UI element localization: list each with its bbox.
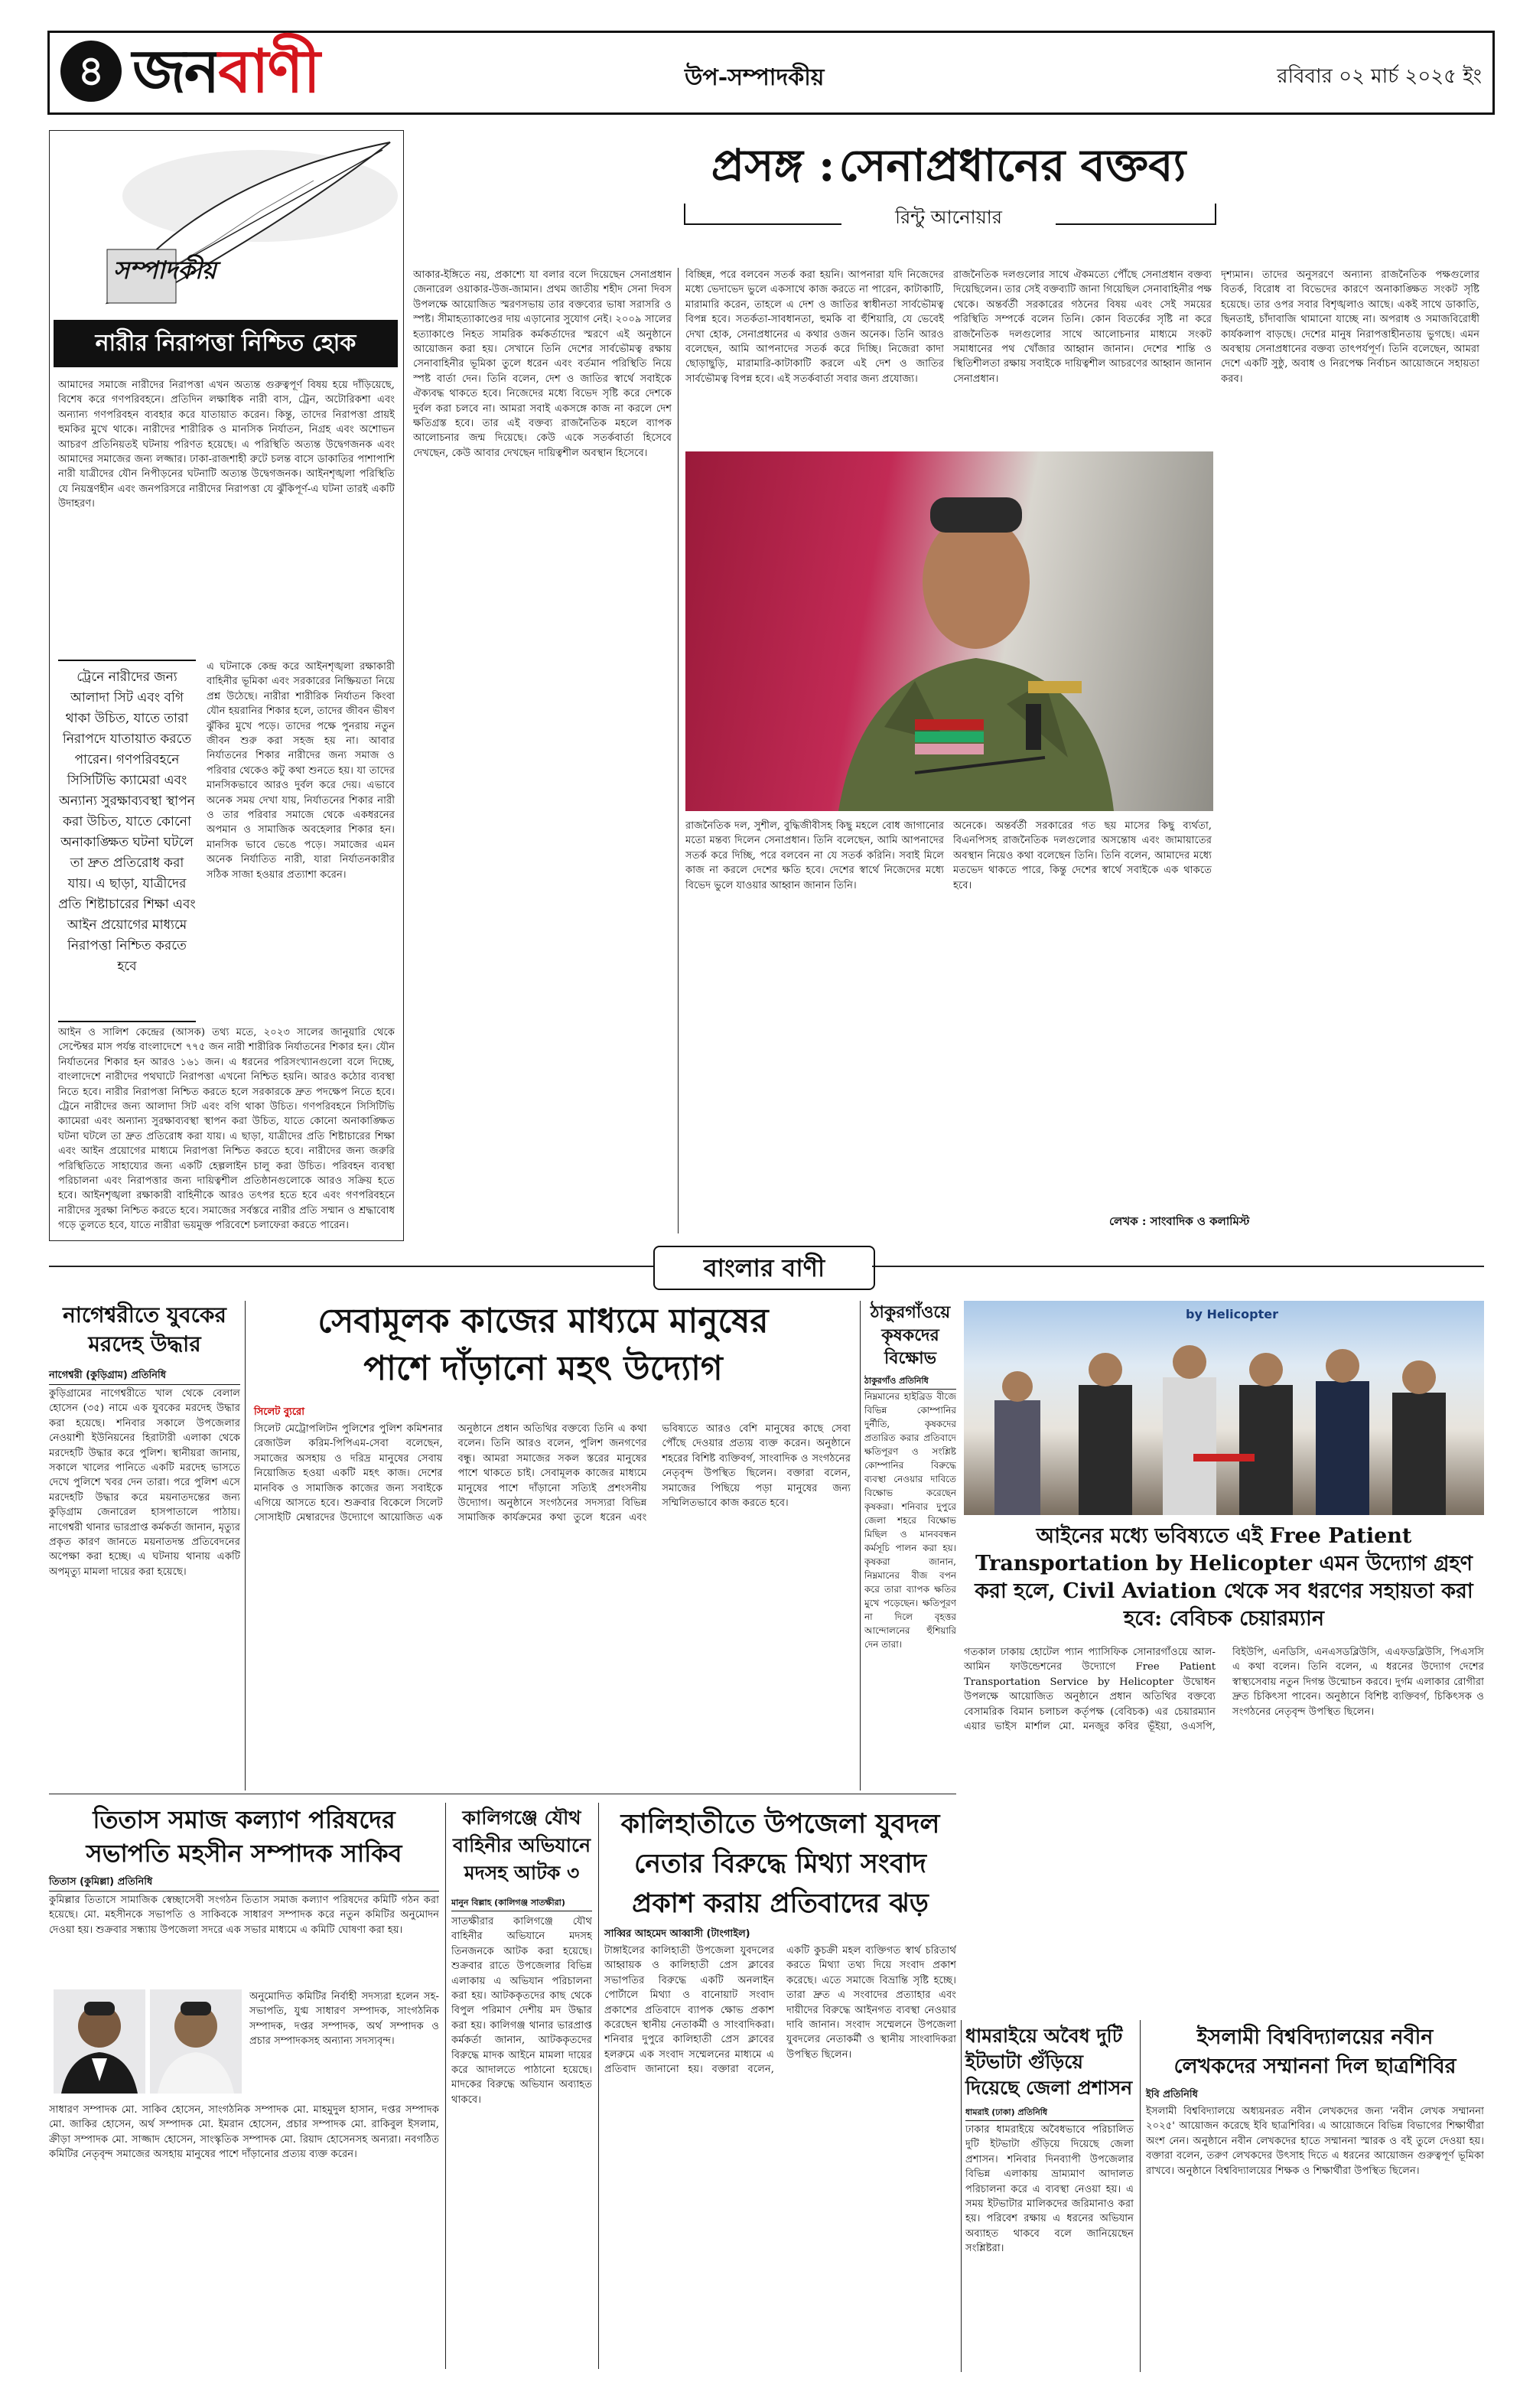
divider xyxy=(598,1803,599,2369)
story-sylhet-title-2: পাশে দাঁড়ানো মহৎ উদ্যোগ xyxy=(363,1349,723,1388)
editorial-body-top: আমাদের সমাজে নারীদের নিরাপত্তা এখন অত্যন্ত গুরুত্বপূর্ণ বিষয় হয়ে দাঁড়িয়েছে, বিশেষ করে গণপরিবহনে। প্রতিদিন লক্ষাধিক নারী বাস, ট্রেন, অটোরিকশা এবং অন্যান্য গণপরিবহন ব্যবহার করে যাতায়াত করেন। কিন্তু, তাদের নিরাপত্তা প্রায়ই হুমকির মুখে থাকে। নারীদের শারীরিক ও মানসিক নির্যাতন, নিগ্রহ এবং অশোভন আচরণ প্রতিনিয়তই ঘটনায় পরিণত হয়েছে। এ পরিস্থিতি অত্যন্ত উদ্বেগজনক এবং আমাদের সমাজের জন্য লজ্জার। ঢাকা-রাজশাহী রুটে চলন্ত বাসে ডাকাতির পাশাপাশি নারী যাত্রীদের যৌন নিপীড়নের ঘটনাটি অত্যন্ত উদ্বেগজনক। আইনশৃঙ্খলা পরিস্থিতি যে নিয়ন্ত্রণহীন এবং জনপরিসরে নারীদের নিরাপত্তা যে ঝুঁকিপূর্ণ-এ ঘটনা তারই একটি উদাহরণ। xyxy=(58,380,395,510)
editorial-title: নারীর নিরাপত্তা নিশ্চিত হোক xyxy=(54,320,398,367)
story-sylhet-body: সিলেট মেট্রোপলিটন পুলিশের পুলিশ কমিশনার রেজাউল করিম-পিপিএম-সেবা বলেছেন, সমাজের অসহায় ও দরিদ্র মানুষের সেবায় নিয়োজিত হওয়া একটি মহৎ কাজ। দেশের মানবিক ও সামাজিক কাজের জন্য সবাইকে এগিয়ে আসতে হবে। শুক্রবার বিকেলে সিলেট সোসাইটি মেম্বারদের উদ্যোগে আয়োজিত এক অনুষ্ঠানে প্রধান অতিথির বক্তব্যে তিনি এ কথা বলেন। তিনি আরও বলেন, পুলিশ জনগণের বন্ধু। আমরা সমাজের সকল স্তরের মানুষের পাশে থাকতে চাই। সেবামূলক কাজের মাধ্যমে মানুষের পাশে দাঁড়ানো সত্যিই প্রশংসনীয় উদ্যোগ। অনুষ্ঠানে সংগঠনের সদস্যরা বিভিন্ন সামাজিক কার্যক্রমের কথা তুলে ধরেন এবং ভবিষ্যতে আরও বেশি মানুষের কাছে সেবা পৌঁছে দেওয়ার প্রত্যয় ব্যক্ত করেন। অনুষ্ঠানে শহরের বিশিষ্ট ব্যক্তিবর্গ, সাংবাদিক ও সংগঠনের নেতৃবৃন্দ উপস্থিত ছিলেন। বক্তারা বলেন, সমাজের পিছিয়ে পড়া মানুষের জন্য সম্মিলিতভাবে কাজ করতে হবে। xyxy=(254,1423,851,1524)
story-kalihati-body: টাঙ্গাইলের কালিহাতী উপজেলা যুবদলের আহ্বায়ক ও কালিহাতী প্রেস ক্লাবের সভাপতির বিরুদ্ধে একটি অনলাইন পোর্টালে মিথ্যা ও বানোয়াট সংবাদ প্রকাশের প্রতিবাদে ব্যাপক ক্ষোভ প্রকাশ করেছেন স্থানীয় নেতাকর্মী ও সাংবাদিকরা। শনিবার দুপুরে কালিহাতী প্রেস ক্লাবের হলরুমে এক সংবাদ সম্মেলনের মাধ্যমে এ প্রতিবাদ জানানো হয়। বক্তারা বলেন, একটি কুচক্রী মহল ব্যক্তিগত স্বার্থ চরিতার্থ করতে মিথ্যা তথ্য দিয়ে সংবাদ প্রকাশ করেছে। এতে সমাজে বিভ্রান্তি সৃষ্টি হচ্ছে। তারা দ্রুত এ সংবাদের প্রত্যাহার এবং দায়ীদের বিরুদ্ধে আইনগত ব্যবস্থা নেওয়ার দাবি জানান। সংবাদ সম্মেলনে উপজেলা যুবদলের নেতাকর্মী ও স্থানীয় সাংবাদিকরা উপস্থিত ছিলেন। xyxy=(604,1945,956,2076)
logo-part1: জন xyxy=(132,37,219,106)
page-number-text: ৪ xyxy=(77,47,105,95)
story-ibi-title-1: ইসলামী বিশ্ববিদ্যালয়ের নবীন xyxy=(1196,2025,1434,2049)
story-ibi-body: ইসলামী বিশ্ববিদ্যালয়ে অধ্যয়নরত নবীন লেখকদের জন্য 'নবীন লেখক সম্মাননা ২০২৫' আয়োজন করেছে ইবি ছাত্রশিবির। এ আয়োজনে বিভিন্ন বিভাগের শিক্ষার্থীরা অংশ নেন। অনুষ্ঠানে নবীন লেখকদের হাতে সম্মাননা স্মারক ও বই তুলে দেওয়া হয়। বক্তারা বলেন, তরুণ লেখকদের উৎসাহ দিতে এ ধরনের আয়োজন গুরুত্বপূর্ণ ভূমিকা রাখবে। অনুষ্ঠানে বিশ্ববিদ্যালয়ের শিক্ষক ও শিক্ষার্থীরা উপস্থিত ছিলেন। xyxy=(1146,2106,1484,2177)
story-thakurgaon-body: নিম্নমানের হাইব্রিড বীজে বিভিন্ন কোম্পানির দুর্নীতি, কৃষকদের প্রতারিত করার প্রতিবাদে ক্ষতিপূরণ ও সংশ্লিষ্ট কোম্পানির বিরুদ্ধে ব্যবস্থা নেওয়ার দাবিতে বিক্ষোভ করেছেন কৃষকরা। শনিবার দুপুরে জেলা শহরে বিক্ষোভ মিছিল ও মানববন্ধন কর্মসূচি পালন করা হয়। কৃষকরা জানান, নিম্নমানের বীজ বপন করে তারা ব্যাপক ক্ষতির মুখে পড়েছেন। ক্ষতিপূরণ না দিলে বৃহত্তর আন্দোলনের হুঁশিয়ারি দেন তারা। xyxy=(864,1391,956,1650)
story-kaliganj-byline: মানুন বিল্লাহ (কালিগঞ্জ সাতক্ষীরা) xyxy=(451,1896,592,1911)
section-name: উপ-সম্পাদকীয় xyxy=(685,64,825,91)
story-dhamrai-body: ঢাকার ধামরাইয়ে অবৈধভাবে পরিচালিত দুটি ইটভাটা গুঁড়িয়ে দিয়েছে জেলা প্রশাসন। শনিবার দিনব্যাপী উপজেলার বিভিন্ন এলাকায় ভ্রাম্যমাণ আদালত পরিচালনা করে এ ব্যবস্থা নেওয়া হয়। এ সময় ইটভাটার মালিকদের জরিমানাও করা হয়। পরিবেশ রক্ষায় এ ধরনের অভিযান অব্যাহত থাকবে বলে জানিয়েছেন সংশ্লিষ্টরা। xyxy=(965,2124,1134,2255)
divider xyxy=(961,2020,962,2372)
issue-date: রবিবার ০২ মার্চ ২০২৫ ইং xyxy=(1277,65,1482,88)
logo-part2: বাণী xyxy=(218,37,319,106)
banner-rule-left xyxy=(49,1266,653,1267)
byline-text: নাগেশ্বরী (কুড়িগ্রাম) প্রতিনিধি xyxy=(49,1370,166,1381)
story-dhamrai-title xyxy=(965,2023,1134,2101)
story-ibi-title xyxy=(1146,2023,1484,2081)
helicopter-event-photo xyxy=(964,1301,1484,1515)
story-dhamrai-title-2: ইটভাটা গুঁড়িয়ে xyxy=(965,2051,1084,2073)
editorial-badge: সম্পাদকীয় xyxy=(113,256,216,285)
author-note: লেখক : সাংবাদিক ও কলামিস্ট xyxy=(1109,1214,1250,1228)
feature-col-3: রাজনৈতিক দলগুলোর সাথে ঐকমত্যে পৌঁছে সেনাপ্রধান বক্তব্য দিয়েছিলেন। তার সেই বক্তব্যটি জানা গিয়েছিল সেনাবাহিনীর পক্ষ থেকে। অন্তর্বর্তী সরকারের গঠনের বিষয় এবং সেই সময়ের পরিস্থিতি সম্পর্কে বলেন তিনি। কোন বিতর্কের সৃষ্টি না করে রাজনৈতিক দলগুলোর সাথে আলোচনার মাধ্যমে সংকট সমাধানের পথ খোঁজার আহ্বান জানান। দেশের শান্তি ও স্থিতিশীলতা রক্ষায় সবাইকে দায়িত্বশীল আচরণের আহ্বান জানান সেনাপ্রধান। xyxy=(953,269,1212,385)
masthead xyxy=(47,31,1495,115)
editorial-body-bottom: আইন ও সালিশ কেন্দ্রের (আসক) তথ্য মতে, ২০২৩ সালের জানুয়ারি থেকে সেপ্টেম্বর মাস পর্যন্ত বাংলাদেশে ৭৭৫ জন নারী শারীরিক নির্যাতনের শিকার হন। যৌন নির্যাতনের শিকার হন আরও ১৬১ জন। এ ধরনের পরিসংখ্যানগুলো বলে দিচ্ছে, বাংলাদেশে নারীদের পথঘাটে নিরাপত্তা এখনো নিশ্চিত হয়নি। আরও কঠোর ব্যবস্থা নিতে হবে। নারীর নিরাপত্তা নিশ্চিত করতে হলে সরকারকে দ্রুত পদক্ষেপ নিতে হবে। ট্রেনে নারীদের জন্য আলাদা সিট এবং বগি থাকা উচিত। গণপরিবহনে সিসিটিভি ক্যামেরা এবং অন্যান্য সুরক্ষাব্যবস্থা স্থাপন করা উচিত, যাতে কোনো অনাকাঙ্ক্ষিত ঘটনা ঘটলে তা দ্রুত প্রতিরোধ করা যায়। এ ছাড়া, যাত্রীদের প্রতি শিষ্টাচারের শিক্ষা এবং আইন প্রয়োগের মাধ্যমে নিরাপত্তা নিশ্চিত করতে হবে। নারীদের জন্য জরুরি পরিস্থিতিতে সাহায্যের জন্য একটি হেল্পলাইন চালু করা উচিত। পরিবহন ব্যবস্থা পরিচালনা এবং নিরাপত্তার জন্য দায়িত্বশীল প্রতিষ্ঠানগুলোকে আরও সক্রিয় হতে হবে। আইনশৃঙ্খলা রক্ষাকারী বাহিনীকে আরও তৎপর হতে হবে এবং গণপরিবহনে নারীদের সুরক্ষা নিশ্চিত করতে হবে। সমাজের সর্বস্তরে নারীর প্রতি সম্মান ও শ্রদ্ধাবোধ গড়ে তুলতে হবে, যাতে নারীরা ভয়মুক্ত পরিবেশে চলাফেরা করতে পারেন। xyxy=(58,1027,395,1232)
story-titas-title-1: তিতাস সমাজ কল্যাণ পরিষদের xyxy=(93,1805,395,1834)
story-kalihati-title-3: প্রকাশ করায় প্রতিবাদের ঝড় xyxy=(632,1888,929,1919)
story-nageshwari-byline xyxy=(49,1367,240,1385)
feature-photo xyxy=(685,451,1213,811)
story-sylhet-title-1: সেবামূলক কাজের মাধ্যমে মানুষের xyxy=(317,1302,769,1341)
member-photo-1 xyxy=(54,1989,145,2094)
story-titas-byline: তিতাস (কুমিল্লা) প্রতিনিধি xyxy=(49,1875,439,1892)
story-titas-title xyxy=(49,1803,439,1870)
editorial-pullquote xyxy=(58,660,196,1022)
banglar-bani-banner: বাংলার বাণী xyxy=(653,1246,875,1290)
feature-col-1: আকার-ইঙ্গিতে নয়, প্রকাশ্যে যা বলার বলে দিয়েছেন সেনাপ্রধান জেনারেল ওয়াকার-উজ-জামান। প্রথম জাতীয় শহীদ সেনা দিবস উপলক্ষে আয়োজিত স্মরণসভায় তার বক্তব্যের ভাষা সরাসরি ও স্পষ্ট। সীমাহত্যাকাণ্ডের দায় এড়ানোর সুযোগ নেই। ২০০৯ সালের হত্যাকাণ্ডে নিহত সামরিক কর্মকর্তাদের স্মরণে এই অনুষ্ঠানে আয়োজন করা হয়। সেখানে তিনি দেশের সার্বভৌমত্ব রক্ষায় সেনাবাহিনীর ভূমিকা তুলে ধরেন এবং বর্তমান পরিস্থিতি নিয়ে স্পষ্ট বার্তা দেন। তিনি বলেন, দেশ ও জাতির স্বার্থে সবাইকে ঐক্যবদ্ধ থাকতে হবে। নিজেদের মধ্যে বিভেদ সৃষ্টি করে দেশকে দুর্বল করা চলবে না। আমরা সবাই একসঙ্গে কাজ না করলে দেশ ক্ষতিগ্রস্ত হবে। তার এই বক্তব্য রাজনৈতিক মহলে ব্যাপক আলোচনার জন্ম দিয়েছে। কেউ একে সতর্কবার্তা হিসেবে দেখছেন, কেউ আবার দেখছেন দায়িত্বশীল অবস্থান হিসেবে। xyxy=(413,269,672,459)
divider xyxy=(860,1301,861,1791)
story-kaliganj-title: কালিগঞ্জে যৌথ বাহিনীর অভিযানে মদসহ আটক ৩ xyxy=(452,1807,591,1884)
pullquote-text: ট্রেনে নারীদের জন্য আলাদা সিট এবং বগি থাকা উচিত, যাতে তারা নিরাপদে যাতায়াত করতে পারেন। গণপরিবহনে সিসিটিভি ক্যামেরা এবং অন্যান্য সুরক্ষাব্যবস্থা স্থাপন করা উচিত, যাতে কোনো অনাকাঙ্ক্ষিত ঘটনা ঘটলে তা দ্রুত প্রতিরোধ করা যায়। এ ছাড়া, যাত্রীদের প্রতি শিষ্টাচারের শিক্ষা এবং আইন প্রয়োগের মাধ্যমে নিরাপত্তা নিশ্চিত করতে হবে xyxy=(58,670,196,974)
editorial-body-right: এ ঘটনাকে কেন্দ্র করে আইনশৃঙ্খলা রক্ষাকারী বাহিনীর ভূমিকা এবং সরকারের নিষ্ক্রিয়তা নিয়ে প্রশ্ন উঠেছে। নারীরা শারীরিক নির্যাতন কিংবা যৌন হয়রানির শিকার হলে, তাদের জীবন ভীষণ ঝুঁকির মুখে পড়ে। তাদের পক্ষে পুনরায় নতুন জীবন শুরু করা সহজ হয় না। আবার নির্যাতনের শিকার নারীদের জন্য সমাজ ও পরিবার থেকেও কটু কথা শুনতে হয়। যা তাদের মানসিকভাবে আরও দুর্বল করে দেয়। এভাবে অনেক সময় দেখা যায়, নির্যাতনের শিকার নারী ও তার পরিবার সমাজে থেকে একধরনের অপমান ও সামাজিক অবহেলার শিকার হন। মানসিক ভাবে ভেঙে পড়ে। সমাজের এমন অনেক নির্যাতিত নারী, যারা নির্যাতনকারীর সঠিক সাজা হওয়ার প্রত্যাশা করেন। xyxy=(207,661,395,881)
member-photo-2 xyxy=(150,1989,242,2094)
story-nageshwari-body: কুড়িগ্রামের নাগেশ্বরীতে খাল থেকে বেলাল হোসেন (৩৫) নামে এক যুবকের মরদেহ উদ্ধার করা হয়েছে। শনিবার সকালে উপজেলার নেওয়াশী ইউনিয়নের হিরাটারী এলাকা থেকে মরদেহটি উদ্ধার করে পুলিশ। স্থানীয়রা জানায়, সকালে খালের পানিতে একটি মরদেহ ভাসতে দেখে পুলিশে খবর দেন তারা। পরে পুলিশ এসে মরদেহটি উদ্ধার করে ময়নাতদন্তের জন্য কুড়িগ্রাম জেনারেল হাসপাতালে পাঠায়। নাগেশ্বরী থানার ভারপ্রাপ্ত কর্মকর্তা জানান, মৃত্যুর প্রকৃত কারণ জানতে ময়নাতদন্ত প্রতিবেদনের অপেক্ষা করা হচ্ছে। এ ঘটনায় থানায় একটি অপমৃত্যু মামলা দায়ের করা হয়েছে। xyxy=(49,1388,240,1578)
story-nageshwari-title: নাগেশ্বরীতে যুবকের মরদেহ উদ্ধার xyxy=(63,1302,226,1357)
page-number xyxy=(60,41,122,102)
story-thakurgaon-title: ঠাকুরগাঁওয়ে কৃষকদের বিক্ষোভ xyxy=(870,1302,951,1368)
story-kalihati-byline: সাব্বির আহমেদ আব্বাসী (টাংগাইল) xyxy=(604,1928,750,1940)
story-titas-body-top: কুমিল্লার তিতাসে সামাজিক স্বেচ্ছাসেবী সংগঠন তিতাস সমাজ কল্যাণ পরিষদের কমিটি গঠন করা হয়েছে। মো. মহসীনকে সভাপতি ও সাকিবকে সাধারণ সম্পাদক করে নতুন কমিটির অনুমোদন দেওয়া হয়। শুক্রবার সন্ধ্যায় উপজেলা সদরে এক সভার মাধ্যমে এ কমিটি ঘোষণা করা হয়। xyxy=(49,1895,439,1936)
avatar xyxy=(150,1989,242,2094)
feature-headline: সেনাপ্রধানের বক্তব্য xyxy=(838,139,1186,191)
story-dhamrai-title-3: দিয়েছে জেলা প্রশাসন xyxy=(965,2077,1133,2099)
feature-lower-1: রাজনৈতিক দল, সুশীল, বুদ্ধিজীবীসহ কিছু মহলে বোধ জাগানোর মতো মন্তব্য দিলেন সেনাপ্রধান। তিনি বলেছেন, আমি আপনাদের সতর্ক করে দিচ্ছি, পরে বলবেন না যে সতর্ক করিনি। সবাই মিলে কাজ না করলে দেশের ক্ষতি হবে। দেশের স্বার্থে নিজেদের মধ্যে বিভেদ ভুলে যাওয়ার আহ্বান জানান তিনি। xyxy=(685,820,944,891)
divider xyxy=(1140,2020,1141,2372)
story-titas-body-side: অনুমোদিত কমিটির নির্বাহী সদস্যরা হলেন সহ-সভাপতি, যুগ্ম সাধারণ সম্পাদক, সাংগঠনিক সম্পাদক, দপ্তর সম্পাদক, অর্থ সম্পাদক ও প্রচার সম্পাদকসহ অন্যান্য সদস্যবৃন্দ। xyxy=(249,1991,439,2048)
story-kalihati-title-1: কালিহাতীতে উপজেলা যুবদল xyxy=(620,1809,940,1839)
divider xyxy=(445,1803,446,2369)
story-kalihati-title-2: নেতার বিরুদ্ধে মিথ্যা সংবাদ xyxy=(633,1849,926,1879)
story-helicopter-title: আইনের মধ্যে ভবিষ্যতে এই Free Patient Transportation by Helicopter এমন উদ্যোগ গ্রহণ করা হলে, Civil Aviation থেকে সব ধরণের সহায়তা করা হবে: বেবিচক চেয়ারম্যান xyxy=(975,1524,1473,1631)
feature-col-4: দৃশ্যমান। তাদের অনুসরণে অন্যান্য রাজনৈতিক পক্ষগুলোর বিতর্ক, বিরোধ বা বিভেদের কারণে অনাকাঙ্ক্ষিত সংকট সৃষ্টি হয়েছে। তার ওপর সবার বিশৃঙ্খলাও আছে। একই সাথে ডাকাতি, ছিনতাই, চাঁদাবাজি থামানো যাচ্ছে না। অপরাধ ও সমাজবিরোধী কার্যকলাপ বাড়ছে। দেশের মানুষ নিরাপত্তাহীনতায় ভুগছে। এমন অবস্থায় সেনাপ্রধানের বক্তব্য তাৎপর্যপূর্ণ। তিনি বলেছেন, আমরা দেশে একটি সুষ্ঠু, অবাধ ও নিরপেক্ষ নির্বাচন আয়োজনে সহায়তা করব। xyxy=(1221,269,1479,385)
feature-kicker: প্রসঙ্গ : xyxy=(711,139,835,191)
quill-illustration xyxy=(61,135,398,326)
feature-title xyxy=(413,132,1484,193)
people-group-icon xyxy=(964,1301,1484,1515)
story-ibi-title-2: লেখকদের সম্মাননা দিল ছাত্রশিবির xyxy=(1173,2054,1457,2078)
story-sylhet-title xyxy=(229,1298,857,1393)
feature-author: রিন্টু আনোয়ার xyxy=(841,204,1056,234)
general-portrait-icon xyxy=(685,451,1213,811)
story-titas-title-2: সভাপতি মহসীন সম্পাদক সাকিব xyxy=(86,1839,402,1868)
banner-rule-right xyxy=(872,1266,1484,1267)
logo xyxy=(132,37,319,106)
photo-banner-text: by Helicopter xyxy=(1186,1307,1278,1321)
story-ibi-byline: ইবি প্রতিনিধি xyxy=(1146,2089,1198,2100)
story-kalihati-title xyxy=(604,1804,956,1924)
story-sylhet-byline: সিলেট ব্যুরো xyxy=(254,1406,304,1418)
col-divider xyxy=(678,268,679,1233)
story-thakurgaon-byline: ঠাকুরগাঁও প্রতিনিধি xyxy=(864,1374,956,1390)
story-dhamrai-byline: ধামরাই (ঢাকা) প্রতিনিধি xyxy=(965,2106,1134,2121)
avatar xyxy=(54,1989,145,2094)
feature-lower-2: অনেকে। অন্তর্বর্তী সরকারের গত ছয় মাসের কিছু ব্যর্থতা, বিএনপিসহ রাজনৈতিক দলগুলোর অসন্তোষ এবং জামায়াতের অবস্থান নিয়েও কথা বলেছেন তিনি। তিনি বলেন, আমাদের মধ্যে মতভেদ থাকতে পারে, কিন্তু দেশের স্বার্থে সবাইকে এক থাকতে হবে। xyxy=(953,820,1212,891)
story-kaliganj-body: সাতক্ষীরার কালিগঞ্জে যৌথ বাহিনীর অভিযানে মদসহ তিনজনকে আটক করা হয়েছে। শুক্রবার রাতে উপজেলার বিভিন্ন এলাকায় এ অভিযান পরিচালনা করা হয়। আটককৃতদের কাছ থেকে বিপুল পরিমাণ দেশীয় মদ উদ্ধার করা হয়। কালিগঞ্জ থানার ভারপ্রাপ্ত কর্মকর্তা জানান, আটককৃতদের বিরুদ্ধে মাদক আইনে মামলা দায়ের করে আদালতে পাঠানো হয়েছে। মাদকের বিরুদ্ধে অভিযান অব্যাহত থাকবে। xyxy=(451,1916,592,2106)
divider xyxy=(245,1301,246,1791)
quill-icon xyxy=(61,135,398,326)
feature-col-2: বিচ্ছিন্ন, পরে বলবেন সতর্ক করা হয়নি। আপনারা যদি নিজেদের মধ্যে ভেদাভেদ ভুলে একসাথে কাজ করতে না পারেন, কাটাকাটি, মারামারি করেন, তাহলে এ দেশ ও জাতির স্বাধীনতা সার্বভৌমত্ব বিপন্ন হবে। সতর্কতা-সাবধানতা, হুমকি বা হুঁশিয়ারি, যে ভেবেই দেখা হোক, সেনাপ্রধানের এ কথার ওজন অনেক। তিনি আরও বলেছেন, আমি আপনাদের সতর্ক করে দিচ্ছি। নিজেরা কাদা ছোড়াছুড়ি, মারামারি-কাটাকাটি করলে এই দেশ ও জাতির সার্বভৌমত্ব বিপন্ন হবে। এই সতর্কবার্তা সবার জন্য প্রযোজ্য। xyxy=(685,269,944,385)
story-dhamrai-title-1: ধামরাইয়ে অবৈধ দুটি xyxy=(965,2025,1123,2047)
story-titas-body-bottom: সাধারণ সম্পাদক মো. সাকিব হোসেন, সাংগঠনিক সম্পাদক মো. মাহমুদুল হাসান, দপ্তর সম্পাদক মো. জাকির হোসেন, অর্থ সম্পাদক মো. ইমরান হোসেন, প্রচার সম্পাদক মো. রাকিবুল ইসলাম, ক্রীড়া সম্পাদক মো. সাজ্জাদ হোসেন, সাংস্কৃতিক সম্পাদক মো. রিয়াদ হোসেনসহ অন্যরা। নবগঠিত কমিটির নেতৃবৃন্দ সমাজের অসহায় মানুষের পাশে দাঁড়ানোর প্রত্যয় ব্যক্ত করেন। xyxy=(49,2104,439,2161)
story-helicopter-body: গতকাল ঢাকায় হোটেল প্যান প্যাসিফিক সোনারগাঁওয়ে আল-আমিন ফাউন্ডেশনের উদ্যোগে Free Patient Transportation Service by Helicopter উদ্বোধন উপলক্ষে আয়োজিত অনুষ্ঠানে প্রধান অতিথির বক্তব্যে বেসামরিক বিমান চলাচল কর্তৃপক্ষ (বেবিচক) এর চেয়ারম্যান এয়ার ভাইস মার্শাল মো. মনজুর কবির ভূঁইয়া, ওএসপি, বিইউপি, এনডিসি, এনএসডব্লিউসি, এএফডব্লিউসি, পিএসসি এ কথা বলেন। তিনি বলেন, এ ধরনের উদ্যোগ দেশের স্বাস্থ্যসেবায় নতুন দিগন্ত উন্মোচন করবে। দুর্গম এলাকার রোগীরা দ্রুত চিকিৎসা পাবেন। অনুষ্ঠানে বিশিষ্ট ব্যক্তিবর্গ, চিকিৎসক ও সংগঠনের নেতৃবৃন্দ উপস্থিত ছিলেন। xyxy=(964,1647,1484,1733)
